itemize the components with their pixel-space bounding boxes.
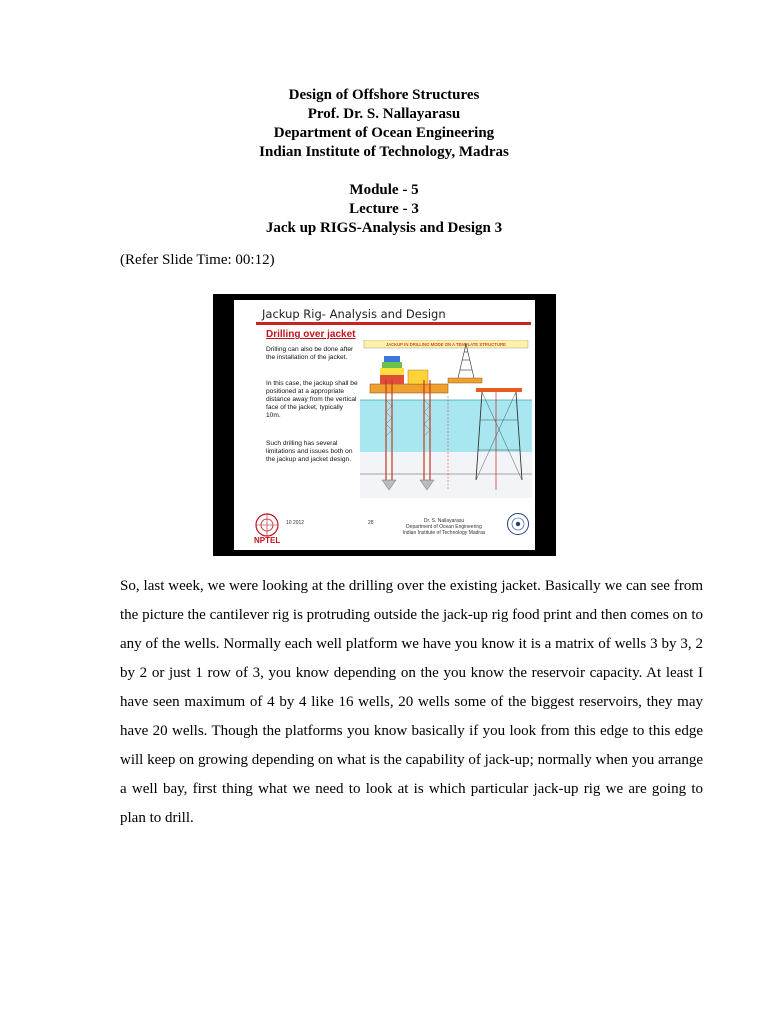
course-title: Design of Offshore Structures [288,87,480,103]
slide-paragraph-1: Drilling can also be done after the installation of the jacket. [266,346,354,361]
module-number: Module - 5 [349,182,419,198]
lecture-topic: Jack up RIGS-Analysis and Design 3 [265,220,503,236]
jackup-hull [370,384,448,393]
nptel-logo-icon [254,512,280,538]
jackup-diagram [360,340,532,510]
diagram-caption: JACKUP IN DRILLING MODE ON A TEMPLATE STRUCTURE [386,342,506,347]
transcript-paragraph: So, last week, we were looking at the drilling over the existing jacket. Basically we can see from the picture the cantilever rig is protruding outside the jack-up rig food print and then comes on to any of the wells. Normally each well platform we have you know it is a matrix of wells 3 by 3, 2 by 2 or just 1 row of 3, you know depending on the you know the reservoir capacity. At least I have seen maximum of 4 by 4 like 16 wells, 20 wells some of the biggest reservoirs, they may have 20 wells. Though the platforms you know basically if you look from this edge to this edge will keep on growing depending on what is the capability of jack-up; normally when you arrange a well bay, first thing what we need to look at is which particular jack-up rig we are going to plan to drill. [120,578,703,826]
slide-image [213,294,556,556]
department-name: Department of Ocean Engineering [273,125,495,141]
professor-name: Prof. Dr. S. Nallayarasu [307,106,461,122]
slide-paragraph-3: Such drilling has several limitations and issues both on the jackup and jacket design. [266,440,353,463]
slide-footer-page: 28 [368,520,374,526]
slide-paragraph-2: In this case, the jackup shall be positioned at a appropriate distance away from the vertical face of the jacket, typically 10m. [266,380,358,419]
slide-title: Jackup Rig- Analysis and Design [262,307,446,321]
cantilever [448,378,482,383]
nptel-label: NPTEL [254,536,281,545]
slide-content [234,300,535,550]
slide-subtitle: Drilling over jacket [266,329,356,340]
lecture-number: Lecture - 3 [349,201,419,217]
jacket-deck [476,388,522,392]
institute-name: Indian Institute of Technology, Madras [259,144,509,160]
document-header [0,86,768,238]
refer-slide-time: (Refer Slide Time: 00:12) [120,252,275,268]
slide-footer-author: Dr. S. Nallayarasu Department of Ocean Engineering Indian Institute of Technology Madras [402,518,486,536]
slide-footer-date: 10 2012 [286,520,305,526]
derrick [458,344,474,378]
iit-madras-seal-icon [506,512,530,536]
rig-equipment [408,370,428,384]
slide-title-underline [256,322,531,325]
